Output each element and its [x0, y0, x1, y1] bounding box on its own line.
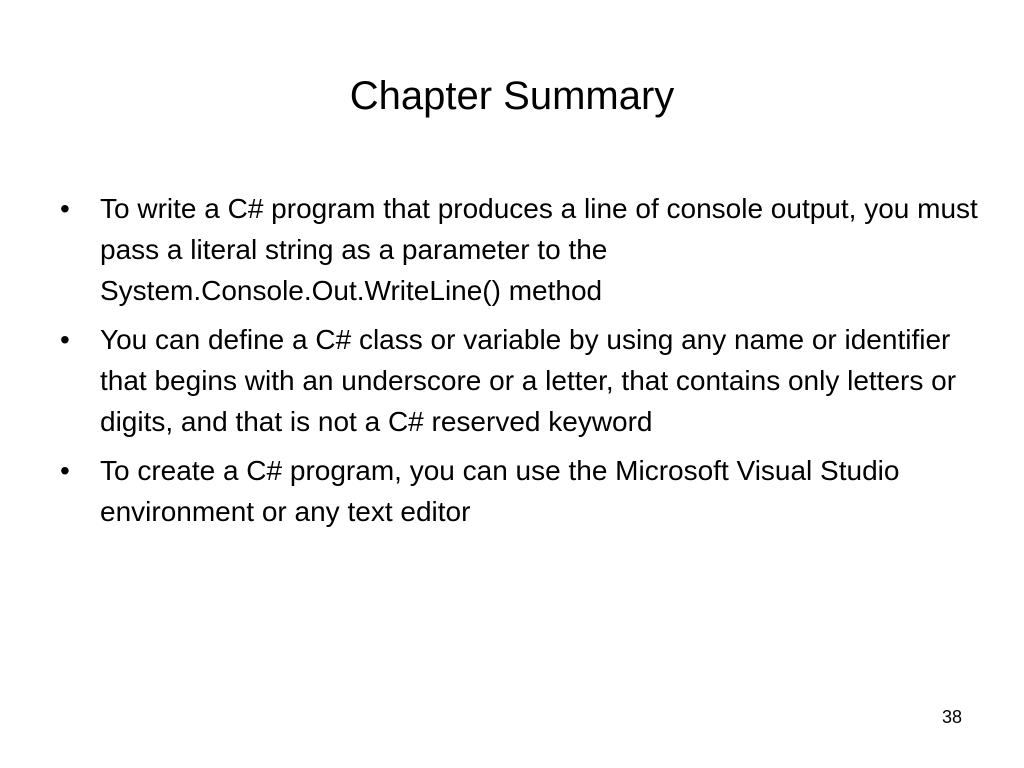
- bullet-dot-icon: •: [60, 193, 70, 224]
- bullet-list: [60, 188, 980, 540]
- bullet-text: To write a C# program that produces a line of console output, you must pass a literal string as a parameter to the System.Console.Out.WriteLine() method: [100, 193, 978, 306]
- bullet-item: [60, 450, 980, 532]
- slide-number: 38: [941, 707, 962, 727]
- bullet-text: To create a C# program, you can use the Microsoft Visual Studio environment or any text editor: [100, 455, 900, 527]
- bullet-dot-icon: •: [60, 455, 70, 486]
- bullet-dot-icon: •: [60, 324, 70, 355]
- bullet-item: [60, 319, 980, 442]
- bullet-text: You can define a C# class or variable by using any name or identifier that begins with an underscore or a letter, that contains only letters or digits, and that is not a C# reserved keyword: [100, 324, 957, 437]
- slide-title: Chapter Summary: [349, 74, 675, 118]
- bullet-item: [60, 188, 980, 311]
